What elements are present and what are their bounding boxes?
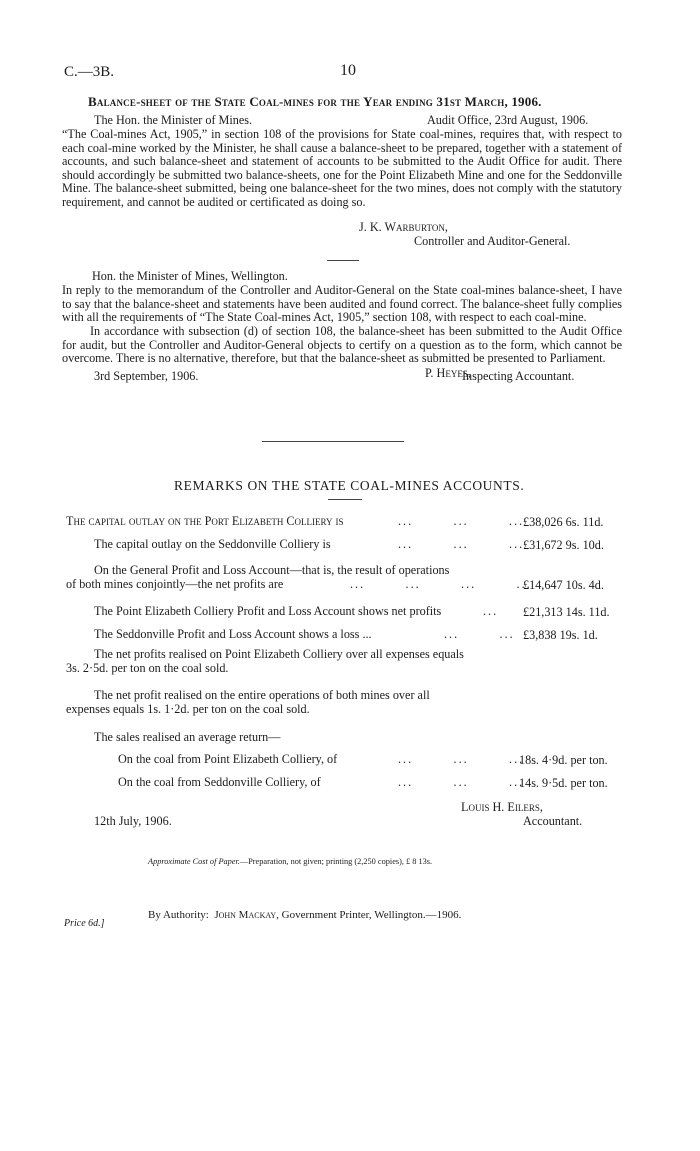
reply-paragraph-1: In reply to the memorandum of the Controller and Auditor-General on the State coal-mines balance-sheet, I have to say that the balance-sheet and statements have been audited and found correct. The balance-sheet fully complies with all the requirements of “The State Coal-mines Act, 1905,” section 108, with respect to each coal-mine. xyxy=(62,283,622,325)
balance-sheet-title: Balance-sheet of the State Coal-mines for the Year ending 31st March, 1906. xyxy=(88,94,542,109)
divider-short-1 xyxy=(327,260,359,261)
remark-line-4: The Point Elizabeth Colliery Profit and Loss Account shows net profits xyxy=(94,604,442,618)
price: Price 6d.] xyxy=(64,918,105,929)
remark-line-2: The capital outlay on the Seddonville Colliery is xyxy=(94,537,331,551)
amount-point-elizabeth-profit: £21,313 14s. 11d. xyxy=(523,605,610,619)
remarks-title: REMARKS ON THE STATE COAL-MINES ACCOUNTS. xyxy=(174,478,525,493)
sales-line-point-elizabeth: On the coal from Point Elizabeth Colliery, of xyxy=(118,752,338,766)
leader-dots: ... ... ... xyxy=(398,537,525,551)
cost-of-paper: Approximate Cost of Paper.—Preparation, not given; printing (2,250 copies), £ 8 13s. xyxy=(148,857,433,866)
accountant-title: Inspecting Accountant. xyxy=(462,369,575,383)
leader-dots: ... ... ... ... xyxy=(350,577,532,591)
balance-sheet-dateline: Audit Office, 23rd August, 1906. xyxy=(427,113,589,127)
amount-general-net-profit: £14,647 10s. 4d. xyxy=(523,578,604,592)
document-reference: C.—3B. xyxy=(64,64,115,80)
accountant-name: P. Heyes, xyxy=(425,366,471,380)
remark-line-3b: of both mines conjointly—the net profits are xyxy=(66,577,284,591)
printer-authority: By Authority: John Mackay, Government Printer, Wellington.—1906. xyxy=(148,909,462,921)
balance-sheet-body: “The Coal-mines Act, 1905,” in section 108 of the provisions for State coal-mines, requires that, with respect to each coal-mine worked by the Minister, he shall cause a balance-sheet to be prepared, together with a statement of accounts, and such balance-sheet and statement of accounts to be submitted to the Audit Office for audit. There should accordingly be submitted two balance-sheets, one for the Point Elizabeth Mine and one for the Seddonville Mine. The balance-sheet submitted, being one balance-sheet for the two mines, does not comply with the statutory requirement, and cannot be audited or certificated as doing so. xyxy=(62,127,622,209)
balance-sheet-salutation: The Hon. the Minister of Mines. xyxy=(94,113,253,127)
remark-line-1: The capital outlay on the Port Elizabeth Colliery is xyxy=(66,514,344,528)
leader-dots: ... xyxy=(483,604,499,618)
net-profit-all-line-1: The net profit realised on the entire operations of both mines over all xyxy=(94,688,430,702)
sales-value-point-elizabeth: 18s. 4·9d. per ton. xyxy=(519,753,608,767)
leader-dots: ... ... ... xyxy=(398,514,525,528)
sales-value-seddonville: 14s. 9·5d. per ton. xyxy=(519,776,608,790)
net-profit-pe-line-2: 3s. 2·5d. per ton on the coal sold. xyxy=(66,661,229,675)
reply-salutation: Hon. the Minister of Mines, Wellington. xyxy=(92,269,288,283)
remarks-signatory-title: Accountant. xyxy=(523,814,583,828)
reply-paragraph-2: In accordance with subsection (d) of section 108, the balance-sheet has been submitted to the Audit Office for audit, but the Controller and Auditor-General objects to certify on a question as to the form, which cannot be overcome. There is no alternative, therefore, but that the balance-sheet as submitted be presented to Parliament. xyxy=(62,324,622,366)
leader-dots: ... ... xyxy=(444,627,515,641)
remark-line-3a: On the General Profit and Loss Account—that is, the result of operations xyxy=(94,563,450,577)
net-profit-pe-line-1: The net profits realised on Point Elizabeth Colliery over all expenses equals xyxy=(94,647,464,661)
reply-date: 3rd September, 1906. xyxy=(94,369,199,383)
remarks-signatory-name: Louis H. Eilers, xyxy=(461,800,543,814)
leader-dots: ... ... ... xyxy=(398,775,525,789)
section-divider xyxy=(262,441,404,442)
page-number: 10 xyxy=(340,62,356,79)
remark-line-5: The Seddonville Profit and Loss Account shows a loss ... xyxy=(94,627,372,641)
sales-line-seddonville: On the coal from Seddonville Colliery, of xyxy=(118,775,321,789)
amount-seddonville-loss: £3,838 19s. 1d. xyxy=(523,628,598,642)
leader-dots: ... ... ... xyxy=(398,752,525,766)
amount-capital-point-elizabeth: £38,026 6s. 11d. xyxy=(523,515,604,529)
sales-intro: The sales realised an average return— xyxy=(94,730,281,744)
divider-short-2 xyxy=(328,499,362,500)
net-profit-all-line-2: expenses equals 1s. 1·2d. per ton on the coal sold. xyxy=(66,702,310,716)
auditor-name: J. K. Warburton, xyxy=(359,220,448,234)
amount-capital-seddonville: £31,672 9s. 10d. xyxy=(523,538,604,552)
remarks-date: 12th July, 1906. xyxy=(94,814,172,828)
auditor-title: Controller and Auditor-General. xyxy=(414,234,571,248)
